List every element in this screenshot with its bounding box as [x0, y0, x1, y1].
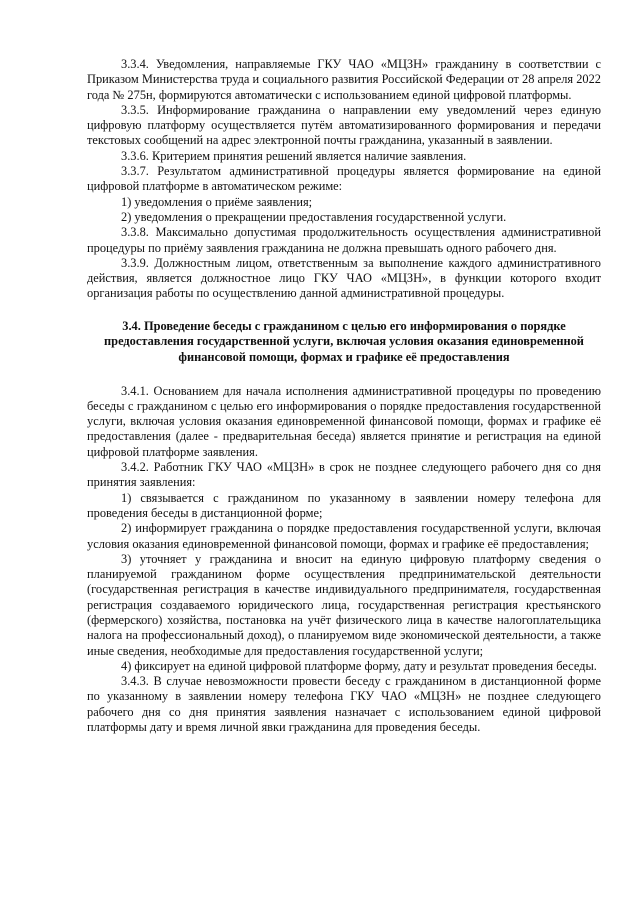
paragraph-3-3-7: 3.3.7. Результатом административной процедуры является формирование на единой цифровой платформе в автоматическом режиме:: [87, 164, 601, 194]
list-item-3-3-7-2: 2) уведомления о прекращении предоставления государственной услуги.: [121, 209, 507, 224]
document-page: [87, 57, 601, 735]
list-item-3-3-7-1: 1) уведомления о приёме заявления;: [121, 194, 313, 209]
paragraph-3-4-1: 3.4.1. Основанием для начала исполнения административной процедуры по проведению беседы с гражданином с целью его информирования о порядке предоставления государственной услуги, включая условия оказания единовременной финансовой помощи, формах и графике её предоставления (далее - предварительная беседа) является принятие и регистрация на единой цифровой платформе заявления.: [87, 383, 601, 459]
paragraph-3-4-3: 3.4.3. В случае невозможности провести беседу с гражданином в дистанционной форме по указанному в заявлении номеру телефона ГКУ ЧАО «МЦЗН» не позднее следующего рабочего дня со дня принятия заявления назначает с использованием единой цифровой платформы дату и время личной явки гражданина для проведения беседы.: [87, 674, 601, 735]
section-3-3-paragraphs: [87, 57, 601, 302]
list-item-3-4-2-3: 3) уточняет у гражданина и вносит на единую цифровую платформу сведения о планируемой гражданином форме осуществления предпринимательской деятельности (государственная регистрация в качестве индивидуального предпринимателя, государственная регистрация создаваемого юридического лица, государственная регистрация крестьянского (фермерского) хозяйства, постановка на учёт физического лица в качестве налогоплательщика налога на профессиональный доход), о планируемом виде экономической деятельности, а также иные сведения, необходимые для предоставления государственной услуги;: [87, 551, 601, 658]
paragraph-3-4-2: 3.4.2. Работник ГКУ ЧАО «МЦЗН» в срок не позднее следующего рабочего дня со дня принятия заявления:: [87, 460, 601, 490]
section-3-4-paragraphs: [87, 384, 601, 736]
list-item-3-4-2-4: 4) фиксирует на единой цифровой платформе форму, дату и результат проведения беседы.: [121, 658, 597, 673]
list-item-3-4-2-1: 1) связывается с гражданином по указанному в заявлении номеру телефона для проведения беседы в дистанционной форме;: [87, 490, 601, 520]
paragraph-3-3-9: 3.3.9. Должностным лицом, ответственным за выполнение каждого административного действия, является должностное лицо ГКУ ЧАО «МЦЗН», в функции которого входит организация работы по осуществлению данной административной процедуры.: [87, 255, 601, 301]
spacer: [87, 302, 601, 319]
list-item-3-4-2-2: 2) информирует гражданина о порядке предоставления государственной услуги, включая условия оказания единовременной финансовой помощи, формах и графике её предоставления;: [87, 521, 601, 551]
paragraph-3-3-6: 3.3.6. Критерием принятия решений является наличие заявления.: [121, 148, 467, 163]
spacer: [87, 366, 601, 384]
section-heading-3-4: 3.4. Проведение беседы с гражданином с целью его информирования о порядке предоставления государственной услуги, включая условия оказания единовременной финансовой помощи, формах и графике её предоставления: [104, 318, 584, 364]
paragraph-3-3-4: 3.3.4. Уведомления, направляемые ГКУ ЧАО «МЦЗН» гражданину в соответствии с Приказом Министерства труда и социального развития Российской Федерации от 28 апреля 2022 года № 275н, формируются автоматически с использованием единой цифровой платформы.: [87, 57, 601, 102]
paragraph-3-3-8: 3.3.8. Максимально допустимая продолжительность осуществления административной процедуры по приёму заявления гражданина не должна превышать одного рабочего дня.: [87, 225, 601, 255]
paragraph-3-3-5: 3.3.5. Информирование гражданина о направлении ему уведомлений через единую цифровую платформу осуществляется путём автоматизированного формирования и передачи текстовых сообщений на адрес электронной почты гражданина, указанный в заявлении.: [87, 102, 601, 148]
